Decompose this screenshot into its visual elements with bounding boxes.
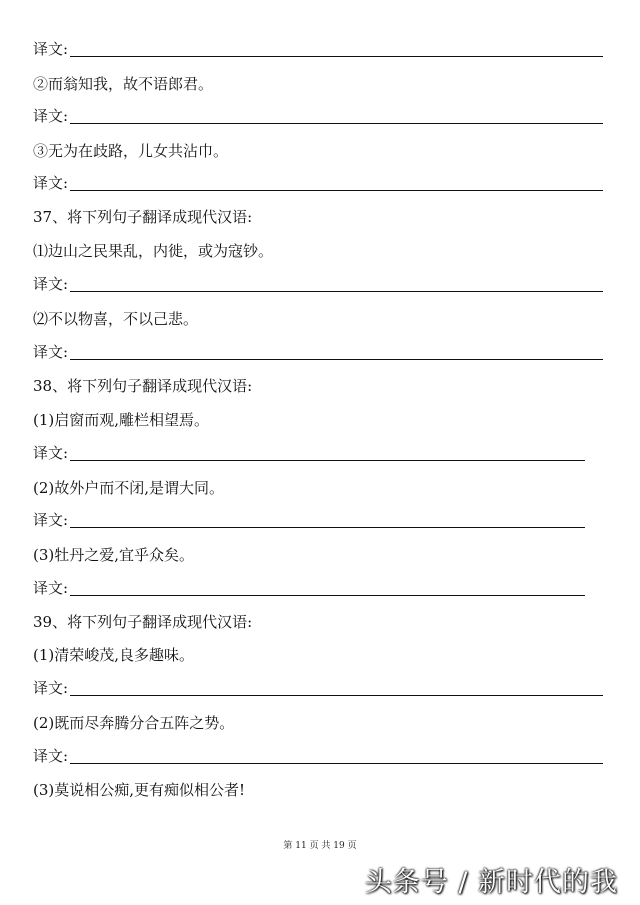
answer-line [33,32,603,60]
source-sentence: ②而翁知我，故不语郎君。 [33,75,214,93]
answer-line [33,503,585,531]
answer-line [33,671,603,699]
answer-blank [70,763,603,764]
question-heading: 37、将下列句子翻译成现代汉语: [33,208,253,226]
answer-blank [70,595,585,596]
answer-line [33,166,603,194]
source-sentence: ⑴边山之民果乱，内徙，或为寇钞。 [33,242,274,260]
source-sentence: ⑵不以物喜，不以己悲。 [33,310,199,328]
answer-label: 译文: [33,343,69,361]
source-sentence: (3)牡丹之爱,宜乎众矣。 [33,546,195,564]
answer-line [33,335,603,363]
answer-blank [70,359,603,360]
answer-label: 译文: [33,679,69,697]
answer-line [33,267,603,295]
answer-line [33,99,603,127]
question-heading: 38、将下列句子翻译成现代汉语: [33,377,253,395]
answer-label: 译文: [33,579,69,597]
answer-blank [70,291,603,292]
page-footer: 第 11 页 共 19 页 [283,841,357,851]
answer-label: 译文: [33,511,69,529]
source-sentence: (2)既而尽奔腾分合五阵之势。 [33,714,235,732]
answer-label: 译文: [33,107,69,125]
source-sentence: (1)启窗而观,雕栏相望焉。 [33,411,210,429]
source-sentence: ③无为在歧路，儿女共沾巾。 [33,142,229,160]
answer-line [33,436,585,464]
answer-label: 译文: [33,747,69,765]
source-sentence: (3)莫说相公痴,更有痴似相公者! [33,781,246,799]
answer-line [33,739,603,767]
answer-label: 译文: [33,174,69,192]
answer-blank [70,190,603,191]
answer-blank [70,56,603,57]
answer-label: 译文: [33,444,69,462]
question-heading: 39、将下列句子翻译成现代汉语: [33,613,253,631]
answer-label: 译文: [33,40,69,58]
answer-blank [70,123,603,124]
source-sentence: (2)故外户而不闭,是谓大同。 [33,479,225,497]
answer-blank [70,695,603,696]
answer-blank [70,527,585,528]
source-sentence: (1)清荣峻茂,良多趣味。 [33,646,195,664]
answer-blank [70,460,585,461]
watermark: 头条号 / 新时代的我 [364,867,618,898]
answer-label: 译文: [33,275,69,293]
answer-line [33,571,585,599]
